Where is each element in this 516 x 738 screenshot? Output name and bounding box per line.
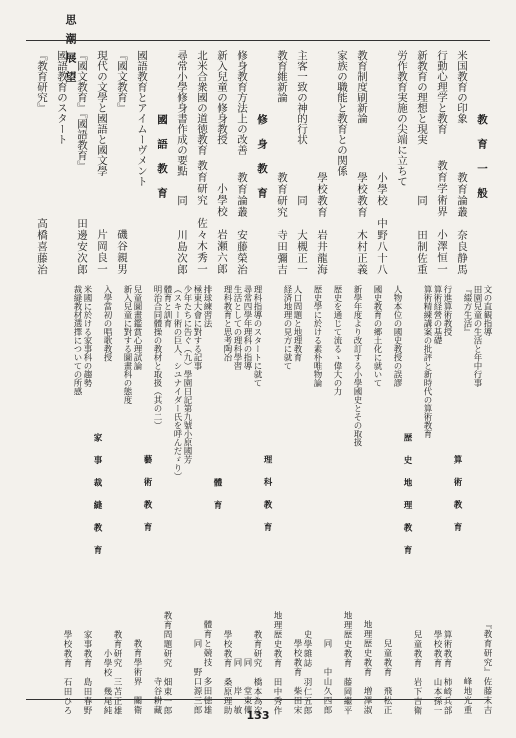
article-title: 兒童圖畫鑑賞心理試論 — [132, 285, 142, 370]
article-source-author: 教育學術界 關衛 — [132, 639, 142, 715]
section-heading: 理科教育 — [262, 455, 272, 545]
article-entry — [272, 50, 292, 275]
article-entry — [192, 50, 212, 275]
article-entry — [312, 285, 322, 715]
section-heading: 教育一般 — [476, 113, 488, 212]
article-entry — [292, 285, 302, 715]
article-source-author: 小學校 岩瀬六郎 — [216, 183, 228, 275]
running-head: 思潮展望 — [64, 14, 77, 90]
article-entry — [132, 50, 152, 275]
article-source-author: 學校教育 岩井龍海 — [316, 171, 328, 275]
section-heading: 修身教育 — [256, 113, 268, 212]
article-entry — [302, 285, 312, 715]
article-source-author: 學校教育 木村正義 — [356, 171, 368, 275]
article-title: 修身教育方法上の改善 — [236, 50, 248, 155]
article-title: 文の直観指導 — [482, 285, 492, 336]
top-rule — [26, 40, 490, 41]
article-title: 『國文教育』『國語教育』 — [76, 50, 88, 171]
article-source-author: 『教育研究』佐藤末吉 — [482, 620, 492, 715]
article-source-author: 教育論叢 安藤榮治 — [236, 171, 248, 275]
section-heading: 歴史地理教育 — [402, 432, 412, 568]
article-title: 國史教育の郷土化に就いて — [372, 285, 382, 387]
article-source-author: 教育問題研究 畑東一郎 — [162, 610, 172, 715]
article-source-author: 教育研究 佐々木秀一 — [196, 160, 208, 275]
article-source-author: 學校教育 山本孫一 — [432, 629, 442, 715]
article-source-author: 小學校 中野八十八 — [376, 171, 388, 275]
upper-block — [30, 50, 492, 275]
article-source-author: 兒童教育 飛松正 — [382, 639, 392, 715]
article-entry — [432, 50, 452, 275]
article-entry — [332, 285, 342, 715]
article-source-author: 地理歴史教育 藤岡繼平 — [342, 610, 352, 715]
article-title: （スキー術の巨人、シユナイダー氏を呼んだゞり） — [172, 285, 182, 481]
article-title: 『國文教育』 — [116, 50, 128, 113]
article-entry — [192, 285, 202, 715]
article-source-author: 寺谷耕藏 — [152, 677, 162, 715]
article-title: 入學當初の唱歌教授 — [102, 285, 112, 362]
article-entry — [222, 285, 232, 715]
article-title: 歴史を通じて流るゝ偉大の力 — [332, 285, 342, 396]
article-source-author: 史學雜誌 羽仁五郎 — [302, 629, 312, 715]
article-entry — [422, 285, 432, 715]
article-title: 算術経營の基礎 — [432, 285, 442, 345]
article-entry — [362, 285, 372, 715]
article-source-author: 同 野口源三郎 — [192, 639, 202, 715]
article-source-author: 家事教育 島田春野 — [82, 629, 92, 715]
article-source-author: 同 中山久四郎 — [322, 639, 332, 715]
article-entry — [452, 50, 472, 275]
article-entry — [182, 285, 192, 715]
article-title: 『教育研究』 — [36, 50, 48, 113]
article-entry — [232, 50, 252, 275]
article-entry — [92, 50, 112, 275]
article-title: 裁縫教材選擇についての所感 — [72, 285, 82, 396]
article-source-author: 學校教育 柴田宋 — [292, 639, 302, 715]
article-source-author: 同 堂東傳 — [242, 658, 252, 715]
article-entry — [152, 285, 162, 715]
article-entry — [32, 50, 52, 275]
article-entry — [372, 285, 382, 715]
article-source-author: 同 川島次郎 — [176, 194, 188, 275]
article-entry — [172, 50, 192, 275]
article-entry — [322, 285, 332, 715]
article-title: 極東大會に對する記事 — [192, 285, 202, 370]
article-title: 北米合衆國の道徳教育 — [196, 50, 208, 155]
article-entry — [112, 50, 132, 275]
article-title: 経済地理の見方に就て — [282, 285, 292, 370]
article-entry — [272, 285, 282, 715]
article-entry — [232, 285, 242, 715]
article-entry — [122, 285, 132, 715]
article-entry — [462, 285, 472, 715]
article-title: 教育制度刷新論 — [356, 50, 368, 124]
article-title: 米国教育の印象 — [456, 50, 468, 124]
article-entry — [352, 50, 372, 275]
article-title: 労作教育実施の尖端に立ちて — [396, 50, 408, 187]
article-entry — [112, 285, 122, 715]
article-entry — [52, 50, 72, 275]
article-entry — [62, 285, 72, 715]
article-entry — [412, 285, 422, 715]
article-title: 新入兒童の修身教授 — [216, 50, 228, 145]
article-entry — [342, 285, 352, 715]
lower-block — [30, 285, 492, 715]
article-title: 主客一致の神的行状 — [296, 50, 308, 145]
bottom-rule — [26, 699, 490, 700]
section-heading: 國語教育 — [156, 113, 168, 212]
section-heading: 體育 — [212, 477, 222, 523]
article-title: 尋常小學修身書作成の要點 — [176, 50, 188, 176]
article-title: 新教育の理想と現実 — [416, 50, 428, 145]
article-title: 『綴方生活』 — [462, 285, 472, 336]
article-entry — [72, 285, 82, 715]
article-title: 尋常四學年理科の指導 — [242, 285, 252, 370]
article-title: 田園兒童の生活と年中行事 — [472, 285, 482, 387]
article-title: 理科指導のスタートに就て — [252, 285, 262, 387]
article-source-author: 同 岸一敏 — [232, 658, 242, 715]
article-entry — [332, 50, 352, 275]
article-title: 新學年度より改訂する小學國史とその取扱 — [352, 285, 362, 447]
article-entry — [312, 50, 332, 275]
article-entry — [172, 285, 182, 715]
article-source-author: 學校教育 石田ひろ — [62, 629, 72, 715]
article-title: 算術精練講案の批評と新時代の算術教育 — [422, 285, 432, 438]
article-source-author: 同 大槻正一 — [296, 194, 308, 275]
article-entry — [162, 285, 172, 715]
article-source-author: 地理歴史教育 増澤淑 — [362, 620, 372, 715]
article-title: 新入兒童に對する圖畫科の態度 — [122, 285, 132, 404]
article-source-author: 學校教育 桑原理助 — [222, 629, 232, 715]
article-title: 體育と訓育 — [162, 285, 172, 328]
article-entry — [412, 50, 432, 275]
article-source-author: 田邊安次郎 — [76, 217, 88, 275]
article-title: 生活としての理科學習 — [232, 285, 242, 370]
section-heading: 算術教育 — [452, 455, 462, 545]
article-source-author: 體育と競技 多田徳雄 — [202, 620, 212, 715]
section-heading: 藝術教育 — [142, 455, 152, 545]
article-entry — [372, 50, 392, 275]
article-source-author: 高橋喜藤治 — [36, 217, 48, 275]
page-number: 133 — [246, 709, 270, 722]
article-entry — [132, 285, 142, 715]
article-title: 家族の職能と教育との関係 — [336, 50, 348, 176]
article-entry — [72, 50, 92, 275]
article-source-author: 磯谷親男 — [116, 229, 128, 275]
article-source-author: 算術教育 柿崎兵部 — [442, 629, 452, 715]
article-source-author: 教育学術界 小澤恒一 — [436, 160, 448, 275]
article-title: 國語教育とアイムーヴメント — [136, 50, 148, 187]
article-entry — [282, 285, 292, 715]
article-title: 米國に於ける家事科の趨勢 — [82, 285, 92, 387]
article-entry — [242, 285, 252, 715]
article-source-author: 地理歴史教育 田中秀作 — [272, 610, 282, 715]
article-entry — [102, 285, 112, 715]
article-title: 理科教育と思考陶冶 — [222, 285, 232, 362]
article-title: 人物本位の國史教授の誤謬 — [392, 285, 402, 387]
article-title: 人口問題と地理教育 — [292, 285, 302, 362]
article-source-author: 兒童教育 岩下吉衛 — [412, 629, 422, 715]
article-title: 排球練習法 — [202, 285, 212, 328]
article-entry — [82, 285, 92, 715]
article-source-author: 教育研究 寺田彌吉 — [276, 171, 288, 275]
article-entry — [472, 285, 482, 715]
article-entry — [382, 285, 392, 715]
article-entry — [202, 285, 212, 715]
article-entry — [392, 50, 412, 275]
article-entry — [392, 285, 402, 715]
article-entry — [442, 285, 452, 715]
article-source-author: 峰地光重 — [462, 677, 472, 715]
article-title: 行動心理学と教育 — [436, 50, 448, 134]
article-title: 少年たちに告ぐ（九）學園日記第九號小原國芳 — [182, 285, 192, 464]
article-title: 教育維新論 — [276, 50, 288, 103]
article-source-author: 片岡良一 — [96, 229, 108, 275]
article-title: 國語教育のスタート — [56, 50, 68, 145]
article-entry — [212, 50, 232, 275]
article-source-author: 教育論叢 奈良静馬 — [456, 171, 468, 275]
section-heading: 家事裁縫教育 — [92, 432, 102, 568]
article-source-author: 教育研究 三苫正雄 — [112, 629, 122, 715]
article-entry — [352, 285, 362, 715]
article-entry — [482, 285, 492, 715]
article-title: 行進算術教授 — [442, 285, 452, 336]
article-title: 現代の文學と國語と國文學 — [96, 50, 108, 176]
article-source-author: 教育研究 橋本為次 — [252, 629, 262, 715]
article-source-author: 小學校 幾尾純 — [102, 648, 112, 715]
article-entry — [252, 285, 262, 715]
article-source-author: 同 田制佐重 — [416, 194, 428, 275]
article-title: 歴史學に於ける素朴唯物論 — [312, 285, 322, 387]
article-title: 明治合同體操の教材と取扱（其の二） — [152, 285, 162, 430]
article-entry — [432, 285, 442, 715]
article-entry — [292, 50, 312, 275]
